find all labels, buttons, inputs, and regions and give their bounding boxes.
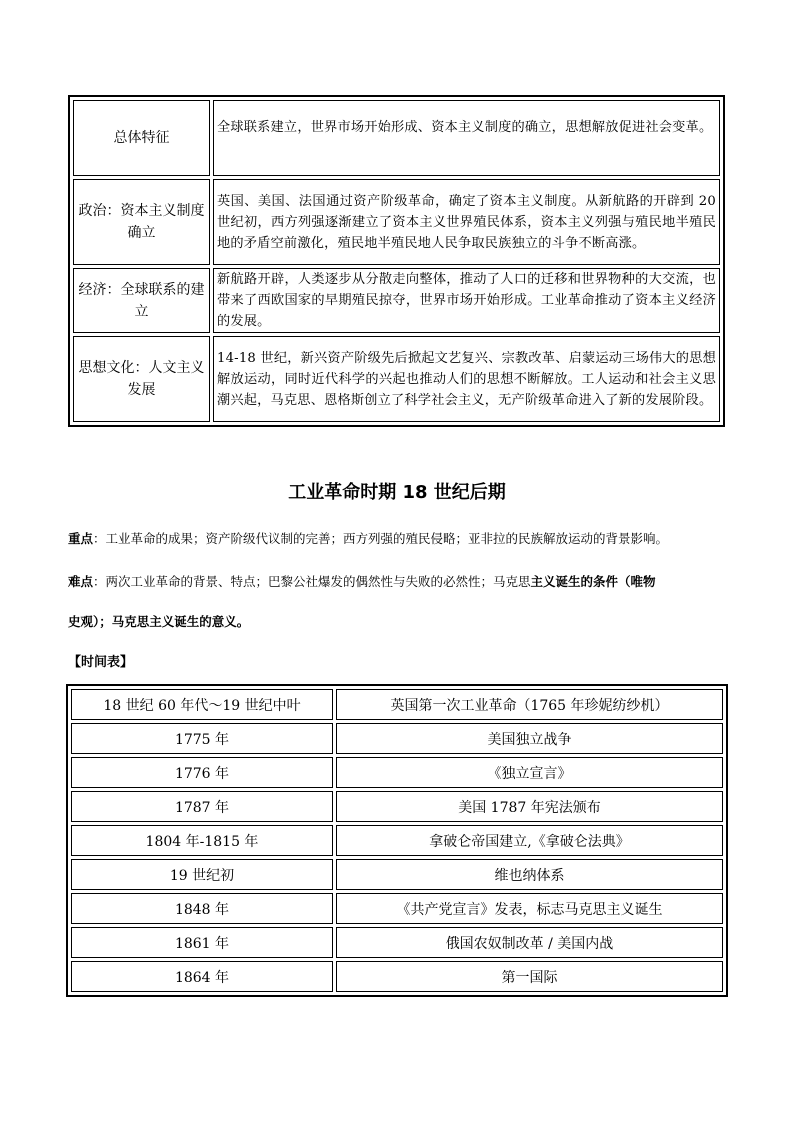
summary-content: 14-18 世纪，新兴资产阶级先后掀起文艺复兴、宗教改革、启蒙运动三场伟大的思想解放运动，同时近代科学的兴起也推动人们的思想不断解放。工人运动和社会主义思潮兴起，马克思、恩格斯创立了科学社会主义，无产阶级革命进入了新的发展阶段。 <box>213 336 720 422</box>
difficulty-paragraph-continued <box>68 613 768 631</box>
difficulty-label: 难点 <box>68 574 94 589</box>
timeline-event: 维也纳体系 <box>336 859 723 890</box>
table-row <box>71 689 723 720</box>
key-points-text: ：工业革命的成果；资产阶级代议制的完善；西方列强的殖民侵略；亚非拉的民族解放运动的背景影响。 <box>93 531 669 546</box>
timeline-event: 《共产党宣言》发表，标志马克思主义诞生 <box>336 893 723 924</box>
timeline-date: 1848 年 <box>71 893 333 924</box>
timeline-date: 1804 年-1815 年 <box>71 825 333 856</box>
timeline-date: 1775 年 <box>71 723 333 754</box>
timeline-table <box>66 684 728 997</box>
timeline-heading: 【时间表】 <box>68 655 134 670</box>
timeline-event: 第一国际 <box>336 961 723 992</box>
timeline-date: 19 世纪初 <box>71 859 333 890</box>
timeline-date: 1864 年 <box>71 961 333 992</box>
table-row <box>71 825 723 856</box>
difficulty-paragraph <box>68 573 768 591</box>
table-row <box>71 757 723 788</box>
summary-content: 英国、美国、法国通过资产阶级革命，确定了资本主义制度。从新航路的开辟到 20 世纪初，西方列强逐渐建立了资本主义世界殖民体系，资本主义列强与殖民地半殖民地的矛盾空前激化，殖民地半殖民地人民争取民族独立的斗争不断高涨。 <box>213 179 720 265</box>
timeline-event: 俄国农奴制改革 / 美国内战 <box>336 927 723 958</box>
table-row <box>71 927 723 958</box>
key-points-label: 重点 <box>68 531 94 546</box>
difficulty-text: ：两次工业革命的背景、特点；巴黎公社爆发的偶然性与失败的必然性；马克思 <box>93 574 531 589</box>
section-title: 工业革命时期 18 世纪后期 <box>288 482 506 503</box>
timeline-event: 英国第一次工业革命（1765 年珍妮纺纱机） <box>336 689 723 720</box>
timeline-event: 美国独立战争 <box>336 723 723 754</box>
summary-label: 经济：全球联系的建立 <box>73 268 210 333</box>
summary-row-overall <box>73 100 720 176</box>
table-row <box>71 859 723 890</box>
summary-row-economy <box>73 268 720 333</box>
summary-content: 全球联系建立，世界市场开始形成、资本主义制度的确立，思想解放促进社会变革。 <box>213 100 720 176</box>
summary-label: 总体特征 <box>73 100 210 176</box>
summary-label: 政治：资本主义制度确立 <box>73 179 210 265</box>
summary-table <box>68 95 725 427</box>
difficulty-bold-text: 主义诞生的条件（唯物 <box>530 574 656 589</box>
timeline-date: 1776 年 <box>71 757 333 788</box>
timeline-date: 18 世纪 60 年代～19 世纪中叶 <box>71 689 333 720</box>
table-row <box>71 961 723 992</box>
timeline-date: 1861 年 <box>71 927 333 958</box>
summary-row-culture <box>73 336 720 422</box>
timeline-event: 《独立宣言》 <box>336 757 723 788</box>
table-row <box>71 893 723 924</box>
timeline-event: 拿破仑帝国建立,《拿破仑法典》 <box>336 825 723 856</box>
table-row <box>71 791 723 822</box>
timeline-event: 美国 1787 年宪法颁布 <box>336 791 723 822</box>
difficulty-bold-text-2: 史观）；马克思主义诞生的意义。 <box>68 614 250 629</box>
summary-content: 新航路开辟，人类逐步从分散走向整体，推动了人口的迁移和世界物种的大交流，也带来了西欧国家的早期殖民掠夺，世界市场开始形成。工业革命推动了资本主义经济的发展。 <box>213 268 720 333</box>
summary-row-politics <box>73 179 720 265</box>
summary-label: 思想文化：人文主义发展 <box>73 336 210 422</box>
table-row <box>71 723 723 754</box>
key-points-paragraph <box>68 530 768 548</box>
timeline-date: 1787 年 <box>71 791 333 822</box>
